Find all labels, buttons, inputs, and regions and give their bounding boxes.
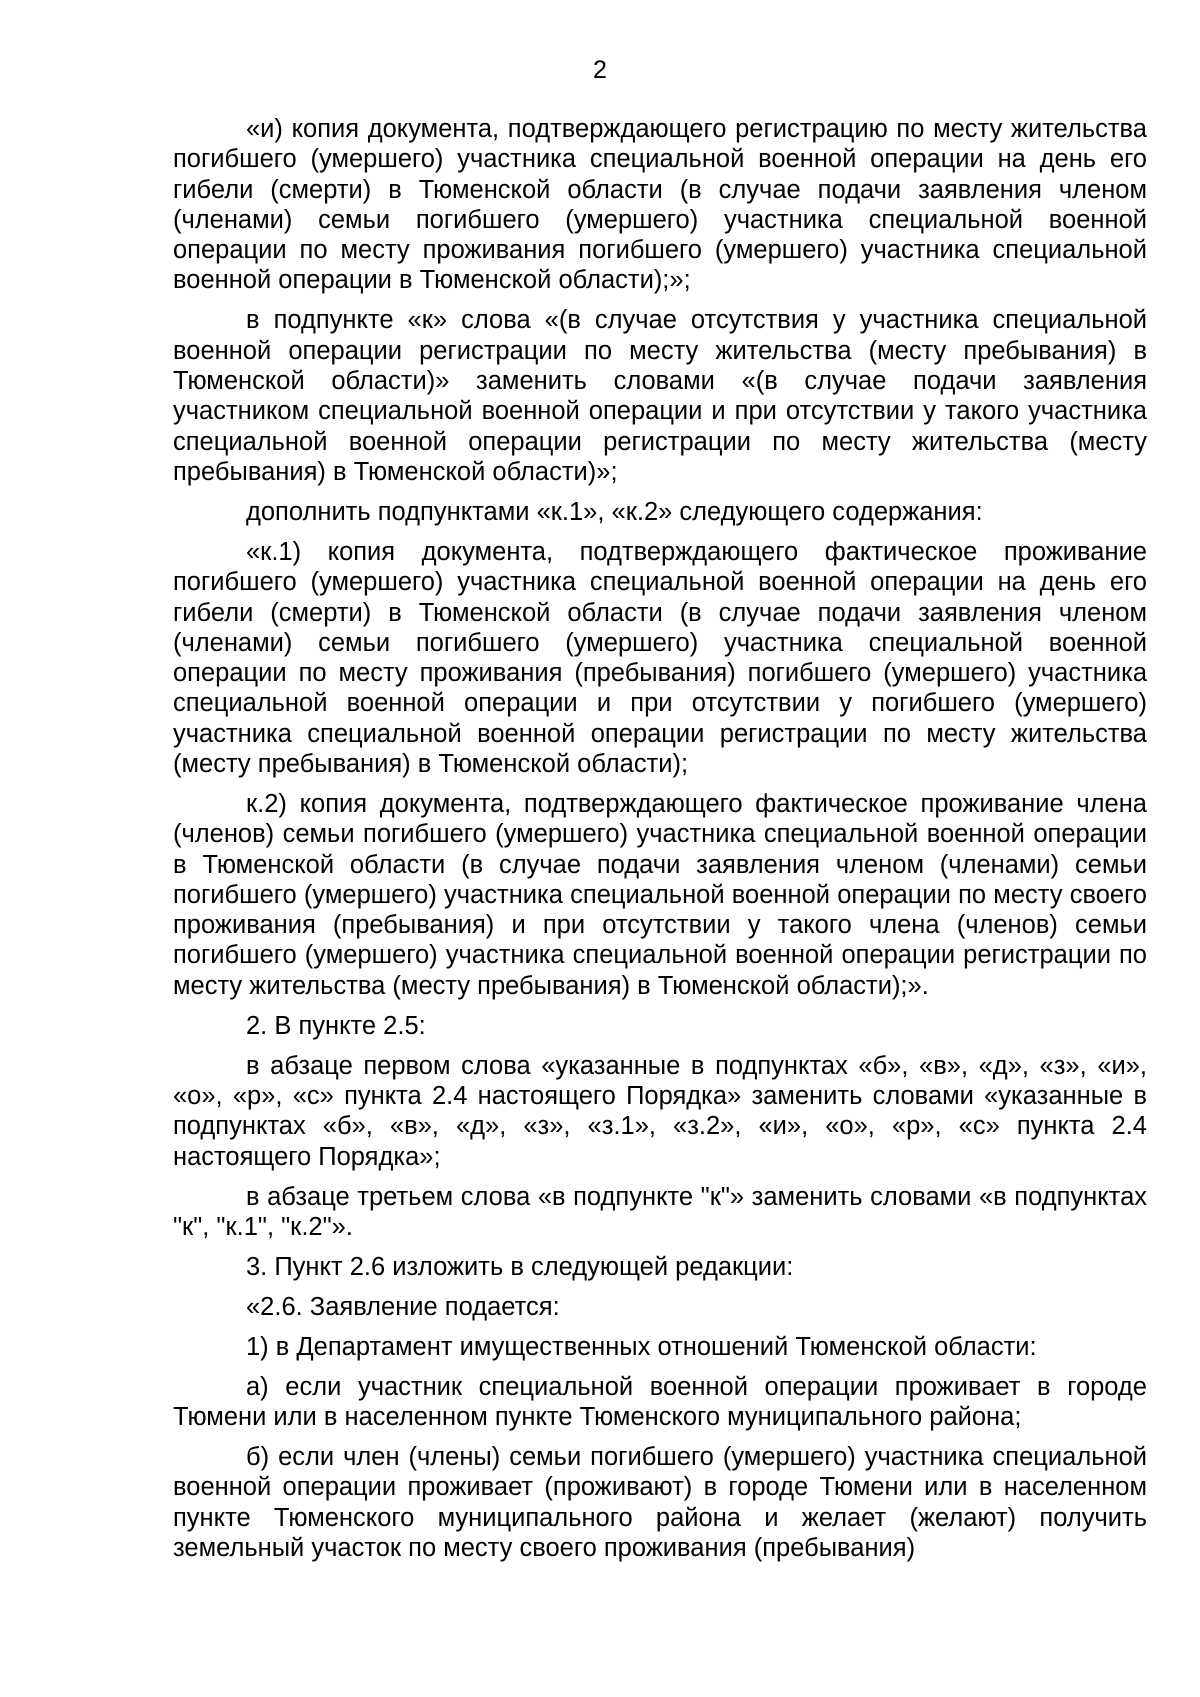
paragraph-2-6-intro: «2.6. Заявление подается: (246, 1292, 560, 1321)
paragraph-2-5-first-abzac: в абзаце первом слова «указанные в подпунктах «б», «в», «д», «з», «и», «о», «р», «с» пункта 2.4 настоящего Порядка» заменить словами «указанные в подпунктах «б», «в», «д», «з», «з.1», «з.2», «и», «о», «р», «с» пункта 2.4 настоящего Порядка»; (173, 1051, 1147, 1171)
paragraph-section-2-6: 3. Пункт 2.6 изложить в следующей редакции: (246, 1252, 794, 1281)
paragraph-2-6-item-1: 1) в Департамент имущественных отношений Тюменской области: (246, 1332, 1037, 1361)
paragraph-section-2-5: 2. В пункте 2.5: (246, 1011, 426, 1040)
page-number: 2 (593, 56, 607, 84)
paragraph-2-5-third-abzac: в абзаце третьем слова «в подпункте "к"» заменить словами «в подпунктах "к", "к.1", "к.2"». (173, 1182, 1147, 1241)
paragraph-item-k2: к.2) копия документа, подтверждающего фактическое проживание члена (членов) семьи погибшего (умершего) участника специальной военной операции в Тюменской области (в случае подачи заявления членом (членами) семьи погибшего (умершего) участника специальной военной операции по месту своего проживания (пребывания) и при отсутствии у такого члена (членов) семьи погибшего (умершего) участника специальной военной операции регистрации по месту жительства (месту пребывания) в Тюменской области);». (173, 789, 1147, 1000)
paragraph-item-i: «и) копия документа, подтверждающего регистрацию по месту жительства погибшего (умершего) участника специальной военной операции на день его гибели (смерти) в Тюменской области (в случае подачи заявления членом (членами) семьи погибшего (умершего) участника специальной военной операции по месту проживания погибшего (умершего) участника специальной военной операции в Тюменской области);»; (173, 115, 1147, 295)
document-body (173, 114, 1147, 1573)
paragraph-item-k1: «к.1) копия документа, подтверждающего фактическое проживание погибшего (умершего) участника специальной военной операции на день его гибели (смерти) в Тюменской области (в случае подачи заявления членом (членами) семьи погибшего (умершего) участника специальной военной операции по месту проживания (пребывания) погибшего (умершего) участника специальной военной операции и при отсутствии у погибшего (умершего) участника специальной военной операции регистрации по месту жительства (месту пребывания) в Тюменской области); (173, 537, 1147, 778)
paragraph-2-6-item-b: б) если член (члены) семьи погибшего (умершего) участника специальной военной операции проживает (проживают) в городе Тюмени или в населенном пункте Тюменского муниципального района и желает (желают) получить земельный участок по месту своего проживания (пребывания) (173, 1443, 1147, 1563)
paragraph-add-subitems: дополнить подпунктами «к.1», «к.2» следующего содержания: (246, 497, 983, 526)
paragraph-item-k-amendment: в подпункте «к» слова «(в случае отсутствия у участника специальной военной операции регистрации по месту жительства (месту пребывания) в Тюменской области)» заменить словами «(в случае подачи заявления участником специальной военной операции и при отсутствии у такого участника специальной военной операции регистрации по месту жительства (месту пребывания) в Тюменской области)»; (173, 306, 1147, 486)
paragraph-2-6-item-a: а) если участник специальной военной операции проживает в городе Тюмени или в населенном пункте Тюменского муниципального района; (173, 1372, 1147, 1432)
